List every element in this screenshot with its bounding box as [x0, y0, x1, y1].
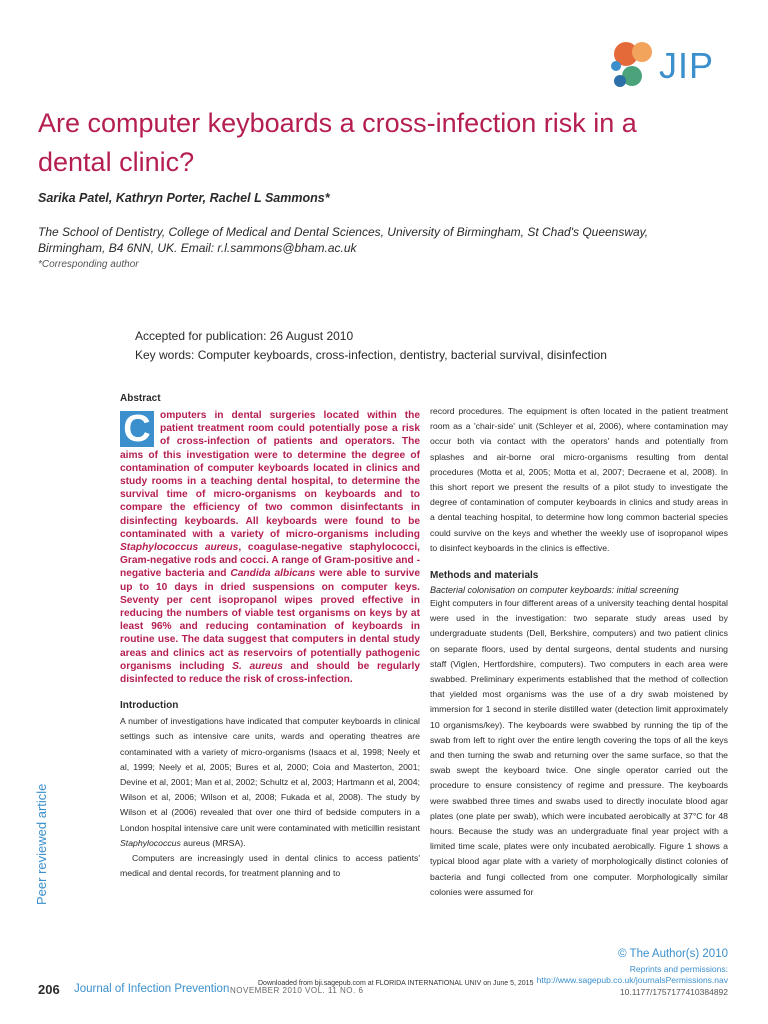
doi: 10.1177/1757177410384892 — [619, 987, 728, 997]
intro-organism: Staphylococcus — [120, 837, 181, 848]
introduction-paragraph-1 — [120, 714, 420, 851]
peer-reviewed-label: Peer reviewed article — [34, 783, 49, 905]
abstract-organism-1: Staphylococcus aureus — [120, 542, 239, 554]
accepted-date: Accepted for publication: 26 August 2010 — [135, 329, 354, 343]
col2-paragraph-1: record procedures. The equipment is often located in the patient treatment room as a 'chair-side' unit (Schleyer et al, 2006), where contamination may occur both via contact with the operators' hands and potentially from splashes and air-borne oral micro-organisms resulting from dental procedures (Motta et al, 2005; Motta et al, 2007; Decraene et al, 2008). In this short report we present the results of a pilot study to investigate the degree of contamination of computer keyboards in clinics and study areas in a dental teaching hospital, to determine how long common bacterial species could survive on the keys and whether the weekly use of isopropanol wipes to disinfect keyboards in the clinics is effective. — [430, 406, 728, 553]
page-number: 206 — [38, 982, 60, 997]
abstract-organism-2: Candida albicans — [230, 568, 316, 580]
methods-heading: Methods and materials — [430, 570, 539, 582]
jip-logo-icon — [604, 38, 658, 92]
issue-info: NOVEMBER 2010 VOL. 11 NO. 6 — [230, 986, 364, 995]
abstract-text-2: , coagulase-negative staphylococci, Gram-negative rods and cocci. A range of Gram-positive and -negative bacteria and — [120, 542, 420, 580]
intro-text-a: A number of investigations have indicated that computer keyboards in clinical settings such as intensive care units, wards and operating theatres are contaminated with a variety of micro-organisms (Isaacs et al, 1998; Neely et al, 1999; Neely et al, 2005; Bures et al, 2000; Coia and Masterton, 2001; Devine et al, 2001; Man et al, 2002; Schultz et al, 2003; Hartmann et al, 2004; Wilson et al, 2006; Wilson et al, 2008; Fukada et al, 2008). The study by Wilson et al (2006) revealed that over one third of bedside computers in a London hospital intensive care unit were contaminated with meticillin resistant — [120, 716, 420, 833]
journal-name: Journal of Infection Prevention — [74, 983, 230, 995]
introduction-heading: Introduction — [120, 700, 179, 712]
abstract-body — [120, 409, 420, 686]
copyright: © The Author(s) 2010 — [618, 948, 728, 960]
article-title: Are computer keyboards a cross-infection risk in a dental clinic? — [38, 108, 637, 177]
abstract-text-4: and should be regularly disinfected to reduce the risk of cross-infection. — [120, 660, 421, 686]
download-notice: Downloaded from bji.sagepub.com at FLORIDA INTERNATIONAL UNIV on June 5, 2015 — [258, 980, 534, 987]
column-left — [120, 393, 420, 882]
abstract-heading: Abstract — [120, 393, 161, 404]
intro-text-b: aureus (MRSA). — [180, 837, 246, 848]
authors: Sarika Patel, Kathryn Porter, Rachel L Sammons* — [38, 191, 330, 205]
logo-text: JIP — [659, 45, 715, 86]
column-right — [430, 404, 728, 900]
reprints-label: Reprints and permissions: — [629, 964, 728, 974]
corresponding-author-note: *Corresponding author — [38, 259, 139, 270]
methods-paragraph: Eight computers in four different areas of a university teaching dental hospital were used in the investigation: two separate study areas used by undergraduate students (Dell, Berkshire, computers) and two patient clinics on separate floors, used by dental surgeons, dental students and nursing staff (Viglen, Hertfordshire, computers). Two computers in each area were swabbed. Preliminary experiments established that the method of collection that yielded most organisms was the use of a dry swab moistened by immersion for 1 second in sterile distilled water (detection limit approximately 10 organisms/key). The keyboards were swabbed by running the tip of the swab from left to right over the entire length covering the tops of all the keys and then turning the swab and returning over the same surface, so that the swab swept the keyboard twice. One single operator carried out the procedure to ensure consistency of regime and pressure. The keyboards were swabbed three times and swabs used to directly inoculate blood agar plates (one plate per swab), which were incubated aerobically at 37°C for 48 hours. Because the study was an undergraduate final year project with a limited time scale, plates were only incubated aerobically. Figure 1 shows a typical blood agar plate with a variety of morphologically distinct colonies of bacteria and fungi collected from one computer. Morphologically similar colonies were assumed for — [430, 598, 728, 897]
methods-subheading: Bacterial colonisation on computer keyboards: initial screening — [430, 585, 679, 596]
abstract-organism-3: S. aureus — [232, 660, 283, 672]
affiliation: The School of Dentistry, College of Medical and Dental Sciences, University of Birmingham, St Chad's Queensway, Birmingham, B4 6NN, UK. Email: r.l.sammons@bham.ac.uk — [38, 225, 649, 255]
introduction-paragraph-2: Computers are increasingly used in dental clinics to access patients' medical and dental records, for treatment planning and to — [120, 853, 420, 879]
keywords: Key words: Computer keyboards, cross-infection, dentistry, bacterial survival, disinfection — [135, 348, 607, 362]
reprints-link[interactable]: http://www.sagepub.co.uk/journalsPermissions.nav — [536, 975, 728, 985]
publication-info — [135, 327, 607, 365]
abstract-text-1: omputers in dental surgeries located within the patient treatment room could potentially pose a risk of cross-infection of patients and operators. The aims of this investigation were to determine the degree of contamination of computer keyboards located in clinics and study rooms in a teaching dental hospital, to determine the survival time of micro-organisms on keyboards and to compare the efficiency of two common disinfectants in disinfecting keyboards. All keyboards were found to be contaminated with a variety of micro-organisms including — [120, 410, 420, 540]
jip-logo — [604, 38, 754, 98]
drop-cap: C — [120, 411, 154, 447]
abstract-text-3: were able to survive up to 10 days in dried suspensions on computer keys. Seventy per cent isopropanol wipes proved effective in reducing the numbers of viable test organisms on keys by at least 96% and reducing contamination of keyboards in routine use. The data suggest that computers in dental study areas and clinics act as reservoirs of potentially pathogenic organisms including — [120, 568, 420, 672]
reprints-info — [537, 964, 728, 986]
